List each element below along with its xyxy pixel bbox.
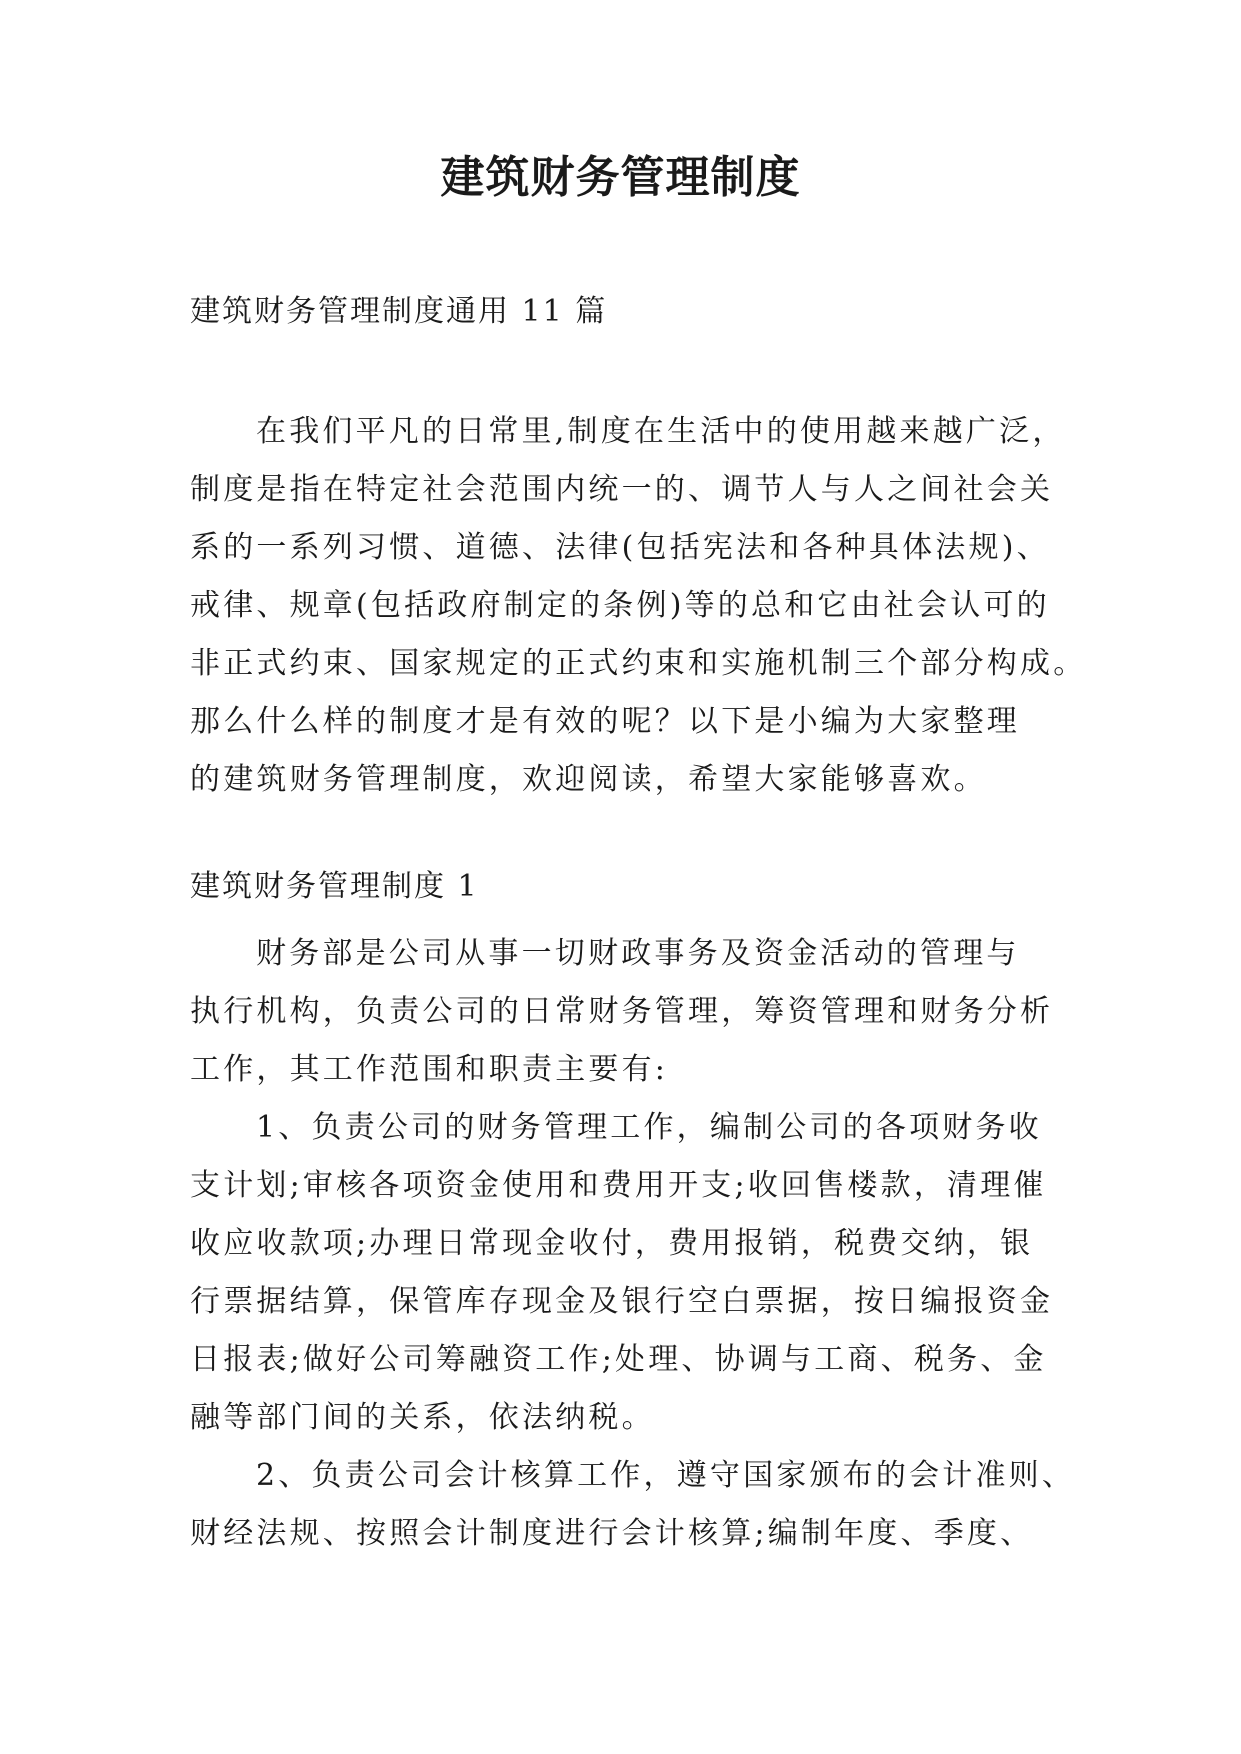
section-line: 执行机构，负责公司的日常财务管理，筹资管理和财务分析 xyxy=(190,994,1054,1029)
section-line: 日报表;做好公司筹融资工作;处理、协调与工商、税务、金 xyxy=(190,1342,1047,1377)
document-title: 建筑财务管理制度 xyxy=(440,152,801,203)
document-subtitle: 建筑财务管理制度通用 11 篇 xyxy=(190,294,608,329)
section-line: 行票据结算，保管库存现金及银行空白票据，按日编报资金 xyxy=(190,1284,1054,1319)
section-line: 支计划;审核各项资金使用和费用开支;收回售楼款，清理催 xyxy=(190,1168,1047,1203)
section-line: 工作，其工作范围和职责主要有: xyxy=(190,1052,669,1087)
intro-line: 戒律、规章(包括政府制定的条例)等的总和它由社会认可的 xyxy=(190,588,1050,623)
section-line: 收应收款项;办理日常现金收付，费用报销，税费交纳，银 xyxy=(190,1226,1034,1261)
section-body xyxy=(190,925,1076,1563)
intro-paragraph xyxy=(190,403,1087,809)
section-line: 2、负责公司会计核算工作，遵守国家颁布的会计准则、 xyxy=(256,1458,1076,1493)
intro-line: 的建筑财务管理制度，欢迎阅读，希望大家能够喜欢。 xyxy=(190,762,987,797)
intro-line: 那么什么样的制度才是有效的呢？以下是小编为大家整理 xyxy=(190,704,1020,739)
section-line: 财经法规、按照会计制度进行会计核算;编制年度、季度、 xyxy=(190,1516,1034,1551)
intro-line: 制度是指在特定社会范围内统一的、调节人与人之间社会关 xyxy=(190,472,1054,507)
intro-line: 在我们平凡的日常里,制度在生活中的使用越来越广泛， xyxy=(256,414,1066,449)
section-heading: 建筑财务管理制度 1 xyxy=(190,869,479,904)
section-line: 融等部门间的关系，依法纳税。 xyxy=(190,1400,655,1435)
section-line: 财务部是公司从事一切财政事务及资金活动的管理与 xyxy=(256,936,1020,971)
intro-line: 系的一系列习惯、道德、法律(包括宪法和各种具体法规)、 xyxy=(190,530,1050,565)
intro-line: 非正式约束、国家规定的正式约束和实施机制三个部分构成。 xyxy=(190,646,1087,681)
section-line: 1、负责公司的财务管理工作，编制公司的各项财务收 xyxy=(256,1110,1042,1145)
